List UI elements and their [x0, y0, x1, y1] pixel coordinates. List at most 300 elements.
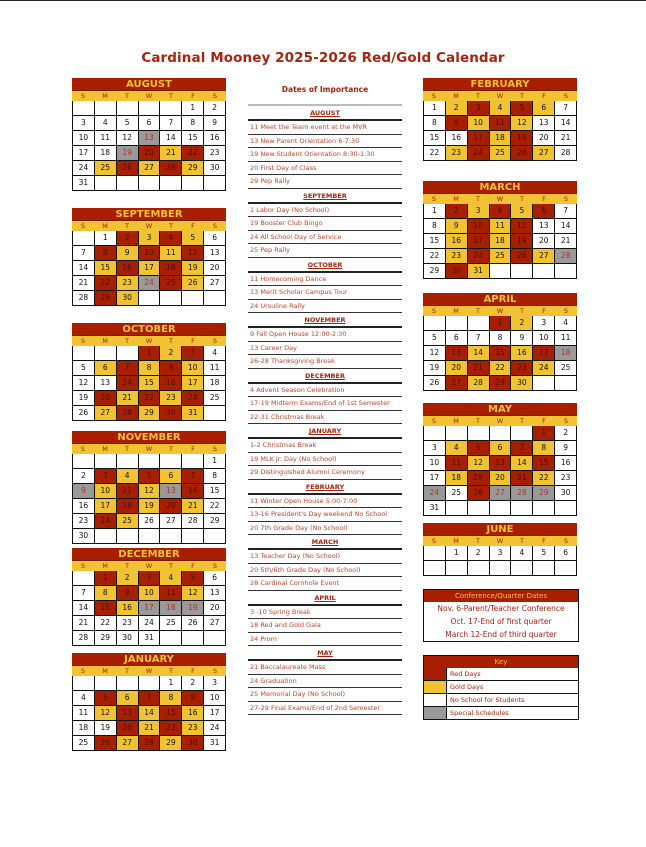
- week-row: [423, 116, 577, 131]
- day-cell: [117, 346, 139, 360]
- day-cell: 28: [160, 161, 182, 175]
- weekday-label: T: [169, 562, 173, 570]
- weekday-label: S: [80, 92, 86, 100]
- week-row: [423, 346, 577, 361]
- day-cell: 13: [160, 484, 182, 498]
- weekday-label: M: [453, 92, 459, 100]
- day-cell: 4: [160, 571, 182, 585]
- day-cell: [182, 631, 204, 645]
- dates-of-importance: [248, 76, 402, 715]
- day-cell: 23: [511, 361, 533, 375]
- day-cell: 25: [160, 616, 182, 630]
- weekday-label: T: [169, 337, 173, 345]
- day-cell: 21: [468, 361, 490, 375]
- day-cell: 23: [160, 391, 182, 405]
- month-section-heading: OCTOBER: [248, 258, 402, 273]
- day-cell: 20: [95, 391, 117, 405]
- day-cell: 3: [204, 676, 226, 690]
- day-cell: 31: [72, 176, 95, 190]
- day-cell: 13: [446, 346, 468, 360]
- weekday-label: T: [169, 667, 173, 675]
- day-cell: 11: [95, 131, 117, 145]
- week-row: [423, 361, 577, 376]
- day-cell: 30: [117, 631, 139, 645]
- day-cell: 17: [468, 131, 490, 145]
- day-cell: [139, 101, 161, 115]
- key-item-red: [424, 668, 578, 681]
- day-cell: [468, 501, 490, 515]
- day-cell: 12: [182, 246, 204, 260]
- day-cell: 4: [490, 101, 512, 115]
- week-row: [423, 264, 577, 279]
- day-cell: 10: [468, 116, 490, 130]
- page-title: Cardinal Mooney 2025-2026 Red/Gold Calendar: [141, 50, 505, 66]
- day-cell: [72, 454, 95, 468]
- week-row: [423, 441, 577, 456]
- day-cell: 23: [555, 471, 577, 485]
- weekday-header-row: [72, 666, 226, 676]
- month-header: JUNE: [423, 523, 577, 536]
- day-cell: 28: [182, 514, 204, 528]
- day-cell: [95, 676, 117, 690]
- week-row: [423, 561, 577, 576]
- event-item: 3 -10 Spring Break: [248, 606, 402, 620]
- day-cell: 21: [160, 146, 182, 160]
- event-item: 25 Pep Rally: [248, 244, 402, 258]
- month-section-heading: AUGUST: [248, 106, 402, 121]
- week-row: [72, 676, 226, 691]
- day-cell: 17: [533, 346, 555, 360]
- week-row: [423, 234, 577, 249]
- week-row: [72, 131, 226, 146]
- weekday-header-row: [423, 306, 577, 316]
- day-cell: 19: [182, 261, 204, 275]
- day-cell: 13: [490, 456, 512, 470]
- day-cell: 18: [490, 131, 512, 145]
- day-cell: 30: [72, 529, 95, 543]
- day-cell: [423, 546, 446, 560]
- day-cell: [533, 264, 555, 278]
- day-cell: [446, 561, 468, 575]
- day-cell: 12: [511, 219, 533, 233]
- day-cell: 16: [117, 601, 139, 615]
- day-cell: 4: [446, 441, 468, 455]
- weekday-label: M: [102, 562, 108, 570]
- day-cell: 25: [204, 391, 226, 405]
- day-cell: 1: [490, 316, 512, 330]
- week-row: [423, 131, 577, 146]
- week-row: [72, 601, 226, 616]
- event-item: 1-2 Christmas Break: [248, 439, 402, 453]
- day-cell: [468, 316, 490, 330]
- weekday-label: T: [476, 307, 480, 315]
- day-cell: 1: [139, 346, 161, 360]
- day-cell: 30: [204, 161, 226, 175]
- conference-quarter-box: [423, 589, 579, 642]
- day-cell: 5: [533, 546, 555, 560]
- day-cell: 23: [446, 146, 468, 160]
- day-cell: 16: [446, 234, 468, 248]
- event-item: 11 Winter Open House 5:00-7:00: [248, 495, 402, 509]
- day-cell: [139, 529, 161, 543]
- day-cell: 26: [182, 276, 204, 290]
- day-cell: 17: [139, 261, 161, 275]
- weekday-header-row: [72, 221, 226, 231]
- day-cell: 13: [117, 706, 139, 720]
- day-cell: 19: [95, 721, 117, 735]
- day-cell: 14: [555, 116, 577, 130]
- day-cell: 19: [139, 499, 161, 513]
- weekday-label: T: [125, 92, 129, 100]
- gray-swatch: [424, 707, 446, 719]
- day-cell: 11: [490, 116, 512, 130]
- day-cell: 1: [533, 426, 555, 440]
- weekday-label: T: [125, 445, 129, 453]
- month-section-heading: JANUARY: [248, 424, 402, 439]
- week-row: [423, 426, 577, 441]
- day-cell: 23: [72, 514, 95, 528]
- day-cell: 29: [533, 486, 555, 500]
- day-cell: 23: [182, 721, 204, 735]
- event-item: 29 Distinguished Alumni Ceremony: [248, 466, 402, 480]
- weekday-label: T: [520, 417, 524, 425]
- day-cell: [182, 291, 204, 305]
- day-cell: 15: [160, 706, 182, 720]
- day-cell: 10: [204, 691, 226, 705]
- day-cell: 23: [204, 146, 226, 160]
- day-cell: 21: [555, 234, 577, 248]
- day-cell: 15: [95, 261, 117, 275]
- day-cell: 6: [117, 691, 139, 705]
- day-cell: [117, 454, 139, 468]
- day-cell: [160, 529, 182, 543]
- day-cell: 6: [160, 469, 182, 483]
- day-cell: 2: [117, 571, 139, 585]
- day-cell: [490, 426, 512, 440]
- day-cell: 11: [446, 456, 468, 470]
- week-row: [72, 276, 226, 291]
- event-item: 9 Fall Open House 12:00-2:30: [248, 328, 402, 342]
- calendar-december: [72, 548, 226, 646]
- day-cell: 22: [533, 471, 555, 485]
- day-cell: 7: [511, 441, 533, 455]
- weekday-label: W: [145, 562, 153, 570]
- event-item: 19 New Student Orientation 8:30-1:30: [248, 148, 402, 162]
- event-item: 13 Merit Scholar Campus Tour: [248, 286, 402, 300]
- day-cell: 26: [423, 376, 446, 390]
- weekday-label: W: [496, 417, 504, 425]
- day-cell: [160, 291, 182, 305]
- red-swatch: [424, 668, 446, 680]
- day-cell: 25: [117, 514, 139, 528]
- day-cell: [511, 561, 533, 575]
- day-cell: 20: [117, 721, 139, 735]
- day-cell: 28: [468, 376, 490, 390]
- day-cell: 14: [511, 456, 533, 470]
- day-cell: 10: [72, 131, 95, 145]
- day-cell: [72, 346, 95, 360]
- white-swatch: [424, 694, 446, 706]
- week-row: [72, 161, 226, 176]
- day-cell: 9: [72, 484, 95, 498]
- month-header: DECEMBER: [72, 548, 226, 561]
- day-cell: [533, 376, 555, 390]
- month-section-heading: DECEMBER: [248, 369, 402, 384]
- day-cell: [160, 101, 182, 115]
- weekday-label: T: [169, 92, 173, 100]
- day-cell: 29: [204, 514, 226, 528]
- calendar-may: [423, 403, 577, 516]
- day-cell: 10: [139, 586, 161, 600]
- day-cell: 31: [204, 736, 226, 750]
- weekday-label: F: [191, 222, 195, 230]
- day-cell: 9: [511, 331, 533, 345]
- month-section-heading: NOVEMBER: [248, 313, 402, 328]
- day-cell: 28: [511, 486, 533, 500]
- day-cell: 6: [446, 331, 468, 345]
- day-cell: 24: [468, 146, 490, 160]
- day-cell: 8: [204, 469, 226, 483]
- day-cell: 27: [204, 276, 226, 290]
- day-cell: 14: [72, 261, 95, 275]
- day-cell: 3: [95, 469, 117, 483]
- day-cell: 10: [139, 246, 161, 260]
- week-row: [72, 721, 226, 736]
- day-cell: [139, 176, 161, 190]
- day-cell: 24: [423, 486, 446, 500]
- day-cell: 8: [182, 116, 204, 130]
- day-cell: 9: [555, 441, 577, 455]
- day-cell: 1: [160, 676, 182, 690]
- day-cell: 14: [117, 376, 139, 390]
- weekday-label: W: [145, 337, 153, 345]
- day-cell: [117, 529, 139, 543]
- day-cell: 27: [204, 616, 226, 630]
- day-cell: 5: [182, 571, 204, 585]
- key-label: No School for Students: [446, 694, 578, 706]
- month-section-heading: SEPTEMBER: [248, 189, 402, 204]
- weekday-header-row: [72, 444, 226, 454]
- day-cell: 6: [139, 116, 161, 130]
- day-cell: 2: [204, 101, 226, 115]
- day-cell: 3: [72, 116, 95, 130]
- day-cell: 3: [468, 101, 490, 115]
- event-item: 4 Advent Season Celebration: [248, 384, 402, 398]
- day-cell: 5: [511, 101, 533, 115]
- day-cell: [160, 176, 182, 190]
- day-cell: [490, 501, 512, 515]
- day-cell: 13: [533, 219, 555, 233]
- weekday-label: S: [212, 92, 218, 100]
- calendar-october: [72, 323, 226, 421]
- day-cell: 14: [182, 484, 204, 498]
- day-cell: [139, 291, 161, 305]
- day-cell: 7: [555, 101, 577, 115]
- week-row: [72, 146, 226, 161]
- day-cell: [95, 346, 117, 360]
- day-cell: [555, 264, 577, 278]
- week-row: [423, 204, 577, 219]
- day-cell: 23: [117, 276, 139, 290]
- day-cell: 3: [490, 546, 512, 560]
- week-row: [72, 346, 226, 361]
- week-row: [72, 231, 226, 246]
- day-cell: 6: [204, 231, 226, 245]
- day-cell: 11: [160, 246, 182, 260]
- day-cell: [117, 101, 139, 115]
- day-cell: 27: [95, 406, 117, 420]
- day-cell: 18: [160, 261, 182, 275]
- weekday-label: W: [496, 307, 504, 315]
- conference-line: March 12-End of third quarter: [445, 630, 557, 639]
- day-cell: 26: [511, 146, 533, 160]
- weekday-label: F: [542, 307, 546, 315]
- dates-of-importance-heading: Dates of Importance: [248, 76, 402, 106]
- day-cell: 8: [423, 116, 446, 130]
- day-cell: 19: [182, 601, 204, 615]
- day-cell: 28: [555, 249, 577, 263]
- day-cell: 23: [446, 249, 468, 263]
- weekday-label: S: [563, 307, 569, 315]
- month-header: SEPTEMBER: [72, 208, 226, 221]
- day-cell: 5: [117, 116, 139, 130]
- day-cell: 18: [555, 346, 577, 360]
- weekday-label: T: [520, 537, 524, 545]
- week-row: [423, 146, 577, 161]
- day-cell: [555, 376, 577, 390]
- day-cell: 10: [182, 361, 204, 375]
- day-cell: 24: [72, 161, 95, 175]
- weekday-header-row: [423, 536, 577, 546]
- weekday-label: S: [431, 92, 437, 100]
- day-cell: 16: [72, 499, 95, 513]
- day-cell: 2: [511, 316, 533, 330]
- day-cell: 9: [117, 586, 139, 600]
- day-cell: 12: [117, 131, 139, 145]
- day-cell: 4: [117, 469, 139, 483]
- day-cell: 7: [139, 691, 161, 705]
- weekday-label: F: [542, 537, 546, 545]
- day-cell: 31: [182, 406, 204, 420]
- day-cell: [182, 454, 204, 468]
- day-cell: 2: [468, 546, 490, 560]
- day-cell: 19: [511, 131, 533, 145]
- day-cell: 23: [117, 616, 139, 630]
- month-section-heading: FEBRUARY: [248, 480, 402, 495]
- day-cell: 30: [555, 486, 577, 500]
- day-cell: 20: [533, 131, 555, 145]
- day-cell: 3: [139, 571, 161, 585]
- day-cell: 1: [95, 571, 117, 585]
- day-cell: 27: [117, 736, 139, 750]
- day-cell: 29: [160, 736, 182, 750]
- day-cell: 5: [139, 469, 161, 483]
- day-cell: 21: [511, 471, 533, 485]
- weekday-header-row: [423, 91, 577, 101]
- day-cell: 14: [555, 219, 577, 233]
- event-item: 11 Meet the Team event at the MVR: [248, 121, 402, 135]
- month-header: APRIL: [423, 293, 577, 306]
- day-cell: 6: [533, 204, 555, 218]
- gold-swatch: [424, 681, 446, 693]
- day-cell: [446, 501, 468, 515]
- day-cell: 14: [139, 706, 161, 720]
- day-cell: [423, 316, 446, 330]
- event-item: 17-19 Midterm Exams/End of 1st Semester: [248, 397, 402, 411]
- event-item: 11 Homecoming Dance: [248, 273, 402, 287]
- day-cell: 11: [490, 219, 512, 233]
- day-cell: 18: [95, 146, 117, 160]
- week-row: [423, 546, 577, 561]
- day-cell: 20: [160, 499, 182, 513]
- day-cell: 28: [72, 631, 95, 645]
- calendar-august: [72, 78, 226, 191]
- day-cell: 16: [446, 131, 468, 145]
- weekday-label: T: [476, 195, 480, 203]
- weekday-label: S: [431, 417, 437, 425]
- event-item: 19 Booster Club Bingo: [248, 217, 402, 231]
- day-cell: [533, 561, 555, 575]
- day-cell: [117, 676, 139, 690]
- day-cell: 30: [160, 406, 182, 420]
- day-cell: 11: [117, 484, 139, 498]
- day-cell: 7: [160, 116, 182, 130]
- day-cell: 15: [423, 234, 446, 248]
- day-cell: [533, 501, 555, 515]
- day-cell: 1: [95, 231, 117, 245]
- day-cell: 16: [160, 376, 182, 390]
- week-row: [72, 361, 226, 376]
- week-row: [72, 246, 226, 261]
- day-cell: 8: [95, 246, 117, 260]
- day-cell: 30: [117, 291, 139, 305]
- day-cell: 29: [139, 406, 161, 420]
- day-cell: [182, 529, 204, 543]
- day-cell: [511, 501, 533, 515]
- day-cell: 21: [182, 499, 204, 513]
- day-cell: [446, 316, 468, 330]
- week-row: [72, 484, 226, 499]
- importance-list: [248, 106, 402, 715]
- day-cell: 25: [160, 276, 182, 290]
- day-cell: 20: [204, 601, 226, 615]
- day-cell: 1: [423, 101, 446, 115]
- week-row: [72, 454, 226, 469]
- event-item: 25 Memorial Day (No School): [248, 688, 402, 702]
- day-cell: 5: [182, 231, 204, 245]
- event-item: 13 Teacher Day (No School): [248, 550, 402, 564]
- day-cell: 8: [95, 586, 117, 600]
- key-label: Gold Days: [446, 681, 578, 693]
- event-item: 20 5th/6th Grade Day (No School): [248, 564, 402, 578]
- day-cell: 9: [182, 691, 204, 705]
- weekday-label: M: [453, 307, 459, 315]
- day-cell: [490, 264, 512, 278]
- day-cell: 29: [95, 291, 117, 305]
- day-cell: 21: [139, 721, 161, 735]
- day-cell: 2: [555, 426, 577, 440]
- month-header: MARCH: [423, 181, 577, 194]
- day-cell: 4: [555, 316, 577, 330]
- weekday-label: S: [563, 537, 569, 545]
- day-cell: 24: [468, 249, 490, 263]
- day-cell: [490, 561, 512, 575]
- day-cell: 13: [204, 586, 226, 600]
- day-cell: 5: [423, 331, 446, 345]
- event-item: 1 Labor Day (No School): [248, 204, 402, 218]
- weekday-label: F: [191, 92, 195, 100]
- weekday-label: S: [563, 195, 569, 203]
